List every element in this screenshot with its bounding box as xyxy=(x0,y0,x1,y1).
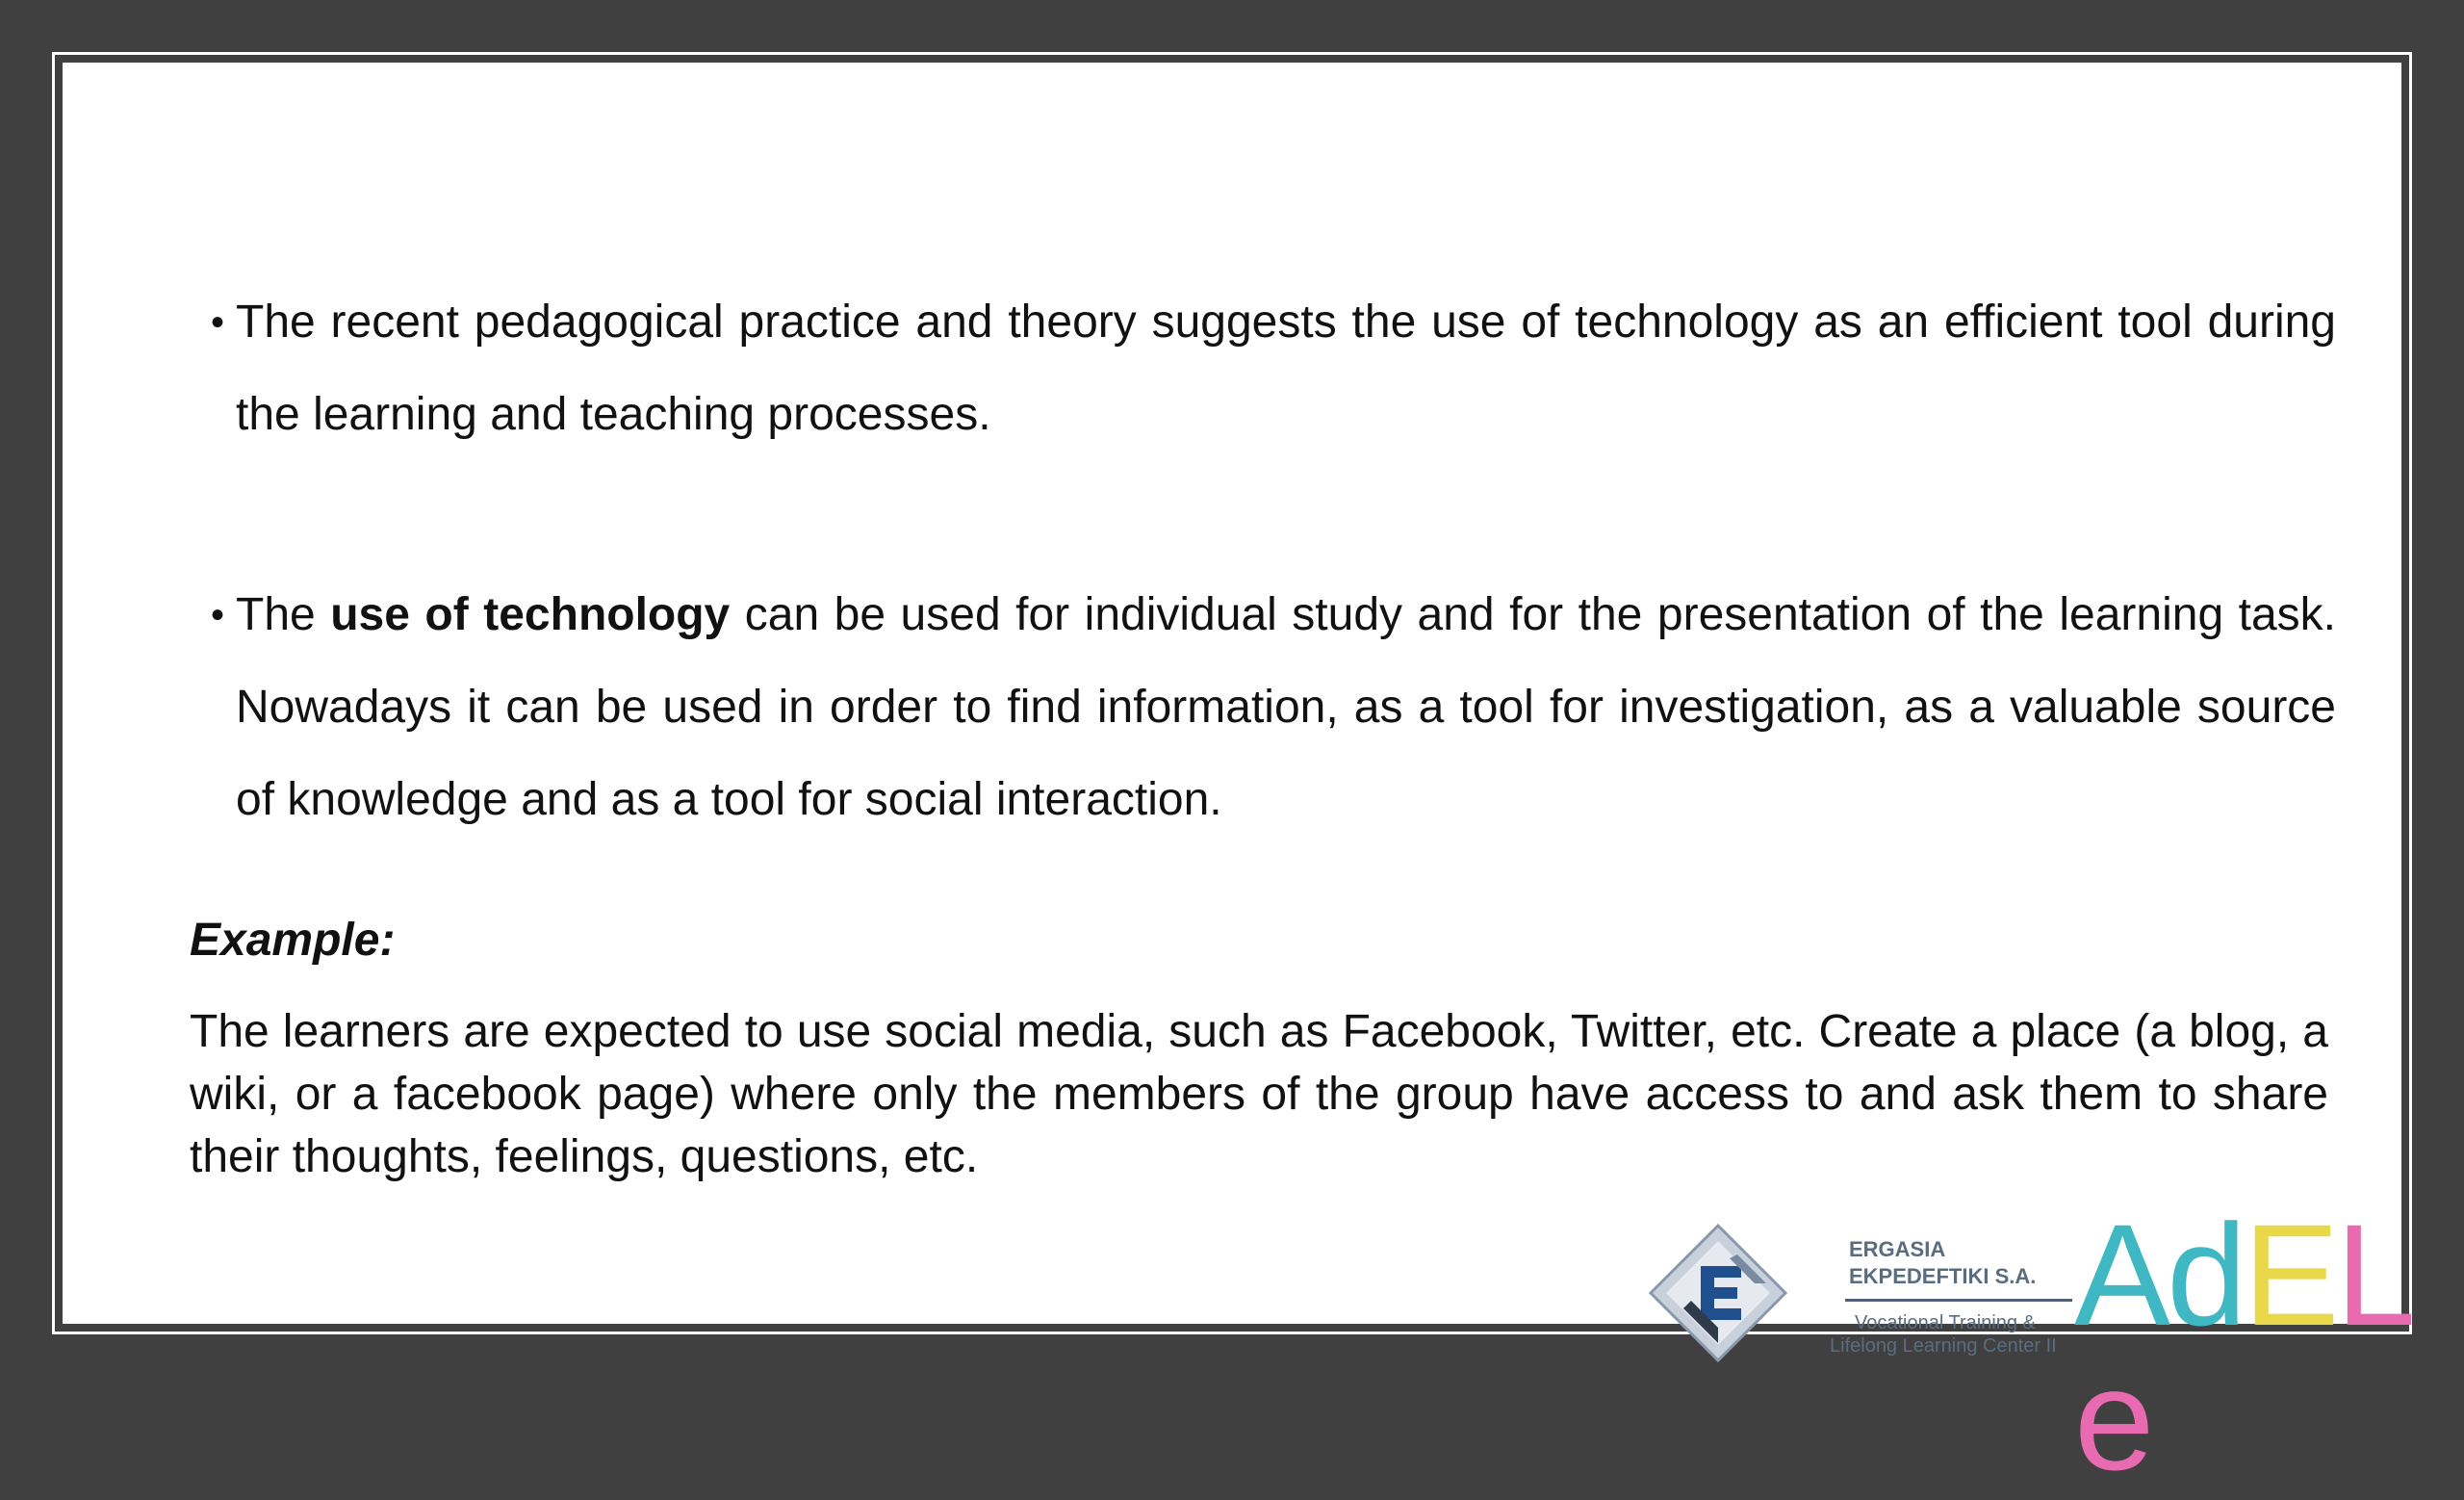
ergasia-logo-divider xyxy=(1845,1299,2072,1302)
adele-letter: A xyxy=(2074,1194,2168,1356)
ergasia-logo-sub-2: Lifelong Learning Center II xyxy=(1830,1335,2057,1357)
bullet-dot-icon: • xyxy=(211,301,225,344)
adele-letter: E xyxy=(2243,1194,2336,1356)
ergasia-logo-sub-1: Vocational Training & xyxy=(1855,1312,2036,1333)
bullet-item-1 xyxy=(211,276,2336,461)
bullet-2-prefix: The xyxy=(236,589,331,640)
adele-logo xyxy=(2074,1194,2430,1500)
adele-letter: e xyxy=(2074,1338,2151,1500)
adele-letter: L xyxy=(2335,1194,2412,1356)
ergasia-logo-line-1: ERGASIA xyxy=(1849,1237,1946,1261)
bullet-2-bold-phrase: use of technology xyxy=(330,589,731,640)
bullet-1-text: The recent pedagogical practice and theory suggests the use of technology as an efficient tool during the learning and teaching processes. xyxy=(236,297,2336,440)
adele-letter: d xyxy=(2167,1194,2244,1356)
bullet-item-2 xyxy=(211,569,2337,846)
example-body: The learners are expected to use social media, such as Facebook, Twitter, etc. Create a place (a blog, a wiki, or a facebook page) where only the members of the group have access to and ask them to share their thoughts, feelings, questions, etc. xyxy=(190,1006,2328,1182)
bullet-2-suffix: can be used for individual study and for the presentation of the learning task. Nowadays it can be used in order to find information, as a tool for investigation, as a valuable source of knowledge and as a tool for social interaction. xyxy=(236,589,2337,825)
slide xyxy=(60,60,2412,1500)
ergasia-logo-icon xyxy=(1641,1216,1834,1370)
bullet-dot-icon: • xyxy=(211,594,225,636)
ergasia-logo-line-2: EKPEDEFTIKI S.A. xyxy=(1849,1264,2037,1288)
example-heading: Example: xyxy=(190,915,396,966)
logo-area xyxy=(1641,1149,2430,1500)
